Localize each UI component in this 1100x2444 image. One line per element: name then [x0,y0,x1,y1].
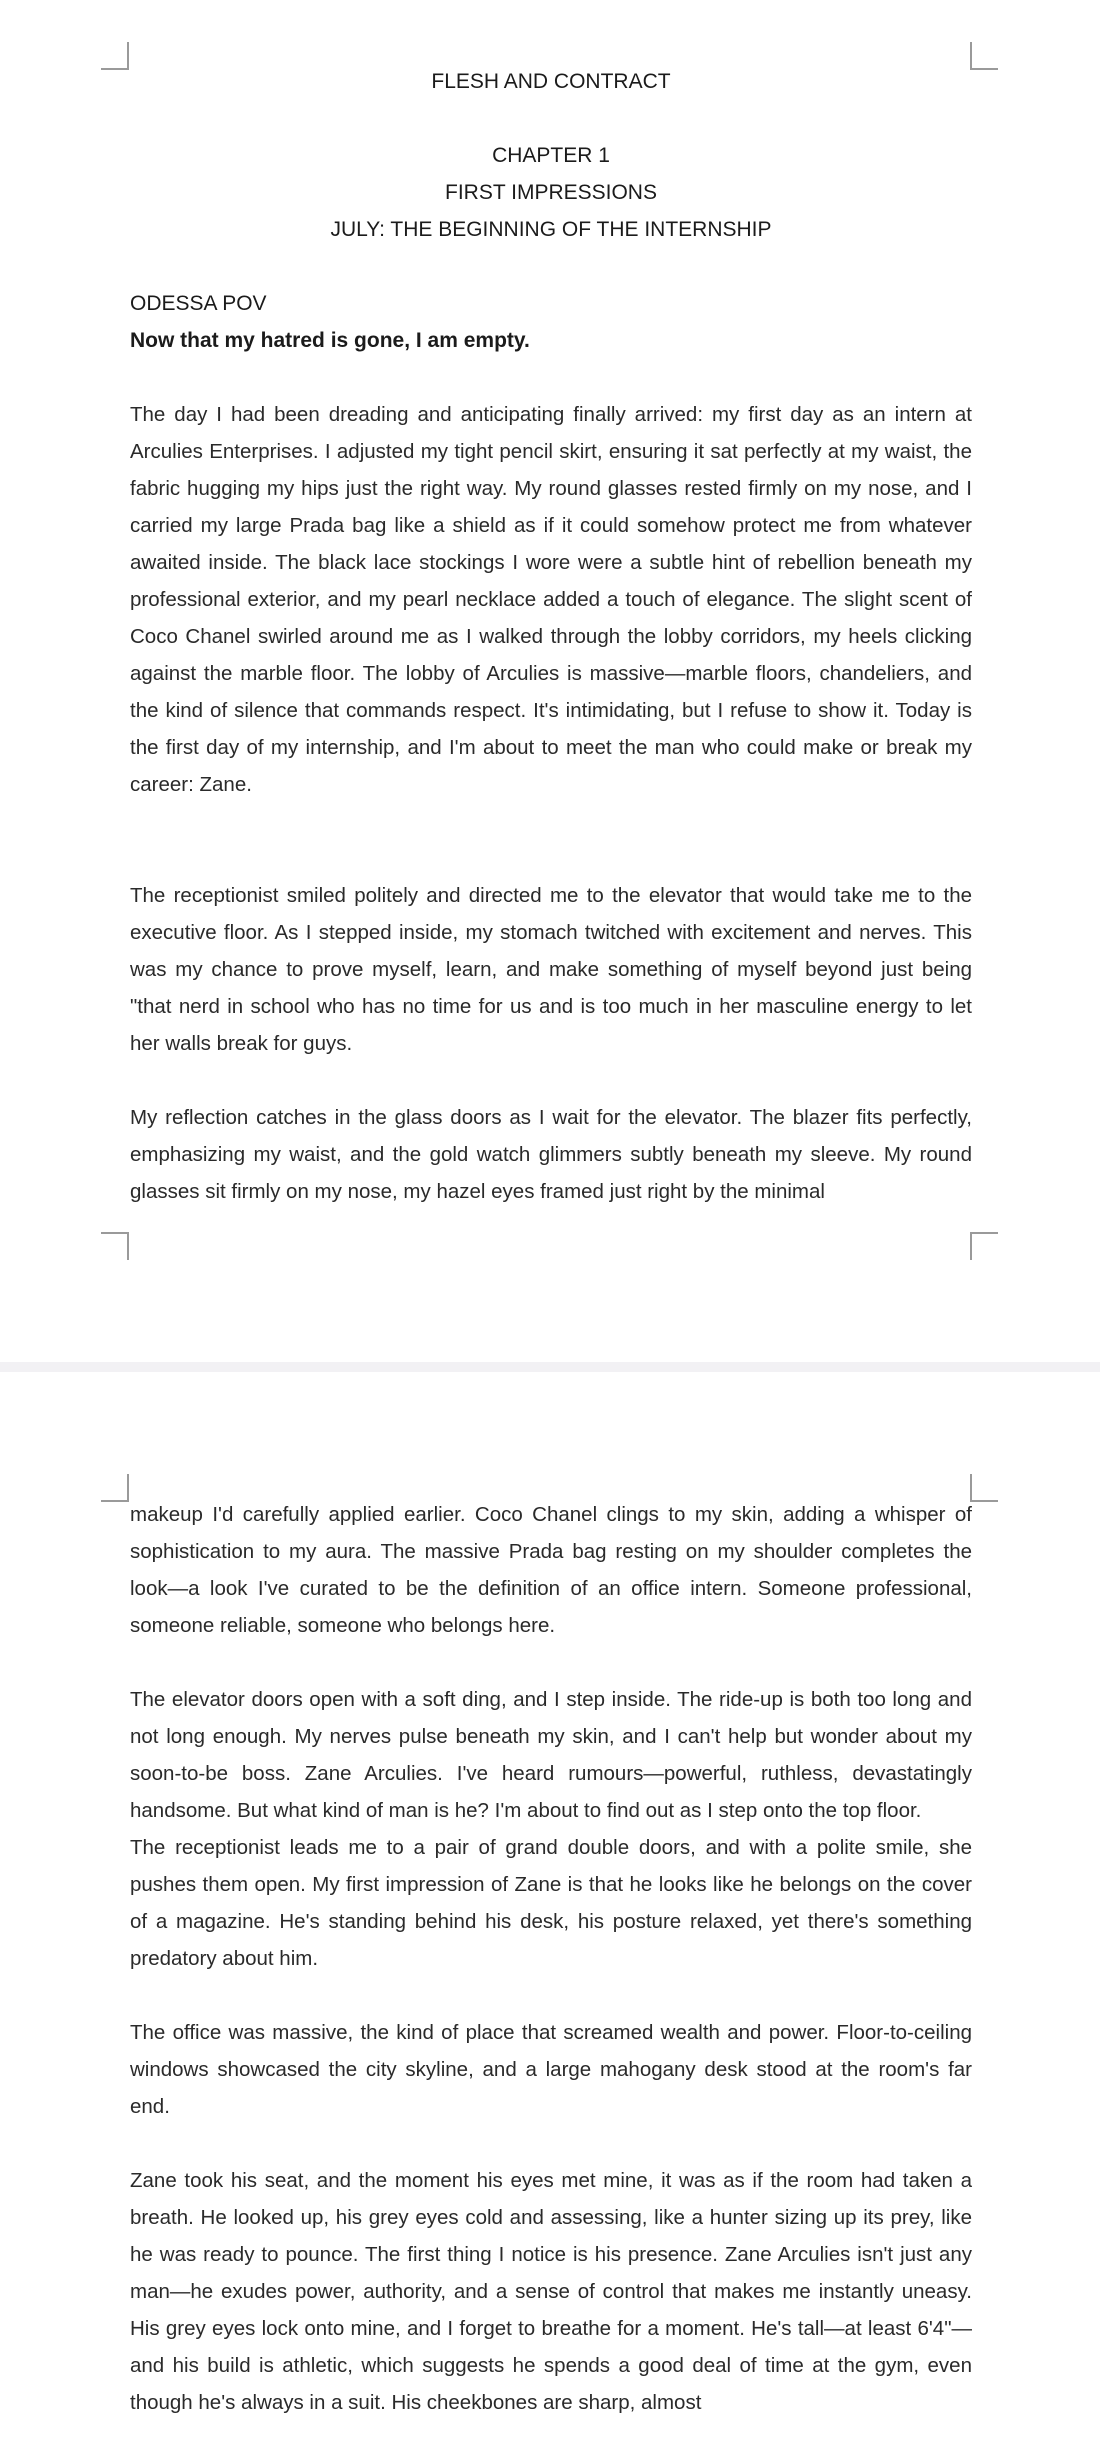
page-corner-top-right [970,1474,998,1502]
page-corner-top-left [101,1474,129,1502]
paragraph: My reflection catches in the glass doors as I wait for the elevator. The blazer fits perfectly, emphasizing my waist, and the gold watch glimmers subtly beneath my sleeve. My round glasses sit firmly on my nose, my hazel eyes framed just right by the minimal [130,1106,972,1203]
page-1-text [130,63,972,1210]
paragraph: The receptionist smiled politely and directed me to the elevator that would take me to the executive floor. As I stepped inside, my stomach twitched with excitement and nerves. This was my chance to prove myself, learn, and make something of myself beyond just being "that nerd in school who has no time for us and is too much in her masculine energy to let her walls break for guys. [130,884,972,1055]
page-corner-bottom-left [101,1232,129,1260]
page-corner-top-left [101,42,129,70]
paragraph: Zane took his seat, and the moment his eyes met mine, it was as if the room had taken a breath. He looked up, his grey eyes cold and assessing, like a hunter sizing up its prey, like he was ready to pounce. The first thing I notice is his presence. Zane Arculies isn't just any man—he exudes power, authority, and a sense of control that makes me instantly uneasy. His grey eyes lock onto mine, and I forget to breathe for a moment. He's tall—at least 6'4"—and his build is athletic, which suggests he spends a good deal of time at the gym, even though he's always in a suit. His cheekbones are sharp, almost [130,2169,972,2414]
paragraph: The elevator doors open with a soft ding, and I step inside. The ride-up is both too long and not long enough. My nerves pulse beneath my skin, and I can't help but wonder about my soon-to-be boss. Zane Arculies. I've heard rumours—powerful, ruthless, devastatingly handsome. But what kind of man is he? I'm about to find out as I step onto the top floor. [130,1688,972,1822]
document-page-2 [0,1372,1100,2444]
paragraph: makeup I'd carefully applied earlier. Coco Chanel clings to my skin, adding a whisper of sophistication to my aura. The massive Prada bag resting on my shoulder completes the look—a look I've curated to be the definition of an office intern. Someone professional, someone reliable, someone who belongs here. [130,1503,972,1637]
epigraph: Now that my hatred is gone, I am empty. [130,329,530,352]
chapter-subtitle: JULY: THE BEGINNING OF THE INTERNSHIP [330,218,772,241]
page-corner-bottom-right [970,1232,998,1260]
document-title: FLESH AND CONTRACT [431,70,671,93]
page-2-text [130,1496,972,2421]
paragraph: The receptionist leads me to a pair of grand double doors, and with a polite smile, she pushes them open. My first impression of Zane is that he looks like he belongs on the cover of a magazine. He's standing behind his desk, his posture relaxed, yet there's something predatory about him. [130,1836,972,1970]
paragraph: The office was massive, the kind of place that screamed wealth and power. Floor-to-ceiling windows showcased the city skyline, and a large mahogany desk stood at the room's far end. [130,2021,972,2118]
chapter-title: FIRST IMPRESSIONS [445,181,657,204]
paragraph: The day I had been dreading and anticipating finally arrived: my first day as an intern at Arculies Enterprises. I adjusted my tight pencil skirt, ensuring it sat perfectly at my waist, the fabric hugging my hips just the right way. My round glasses rested firmly on my nose, and I carried my large Prada bag like a shield as if it could somehow protect me from whatever awaited inside. The black lace stockings I wore were a subtle hint of rebellion beneath my professional exterior, and my pearl necklace added a touch of elegance. The slight scent of Coco Chanel swirled around me as I walked through the lobby corridors, my heels clicking against the marble floor. The lobby of Arculies is massive—marble floors, chandeliers, and the kind of silence that commands respect. It's intimidating, but I refuse to show it. Today is the first day of my internship, and I'm about to meet the man who could make or break my career: Zane. [130,403,972,796]
pov-label: ODESSA POV [130,292,267,315]
page-corner-top-right [970,42,998,70]
chapter-number: CHAPTER 1 [492,144,610,167]
